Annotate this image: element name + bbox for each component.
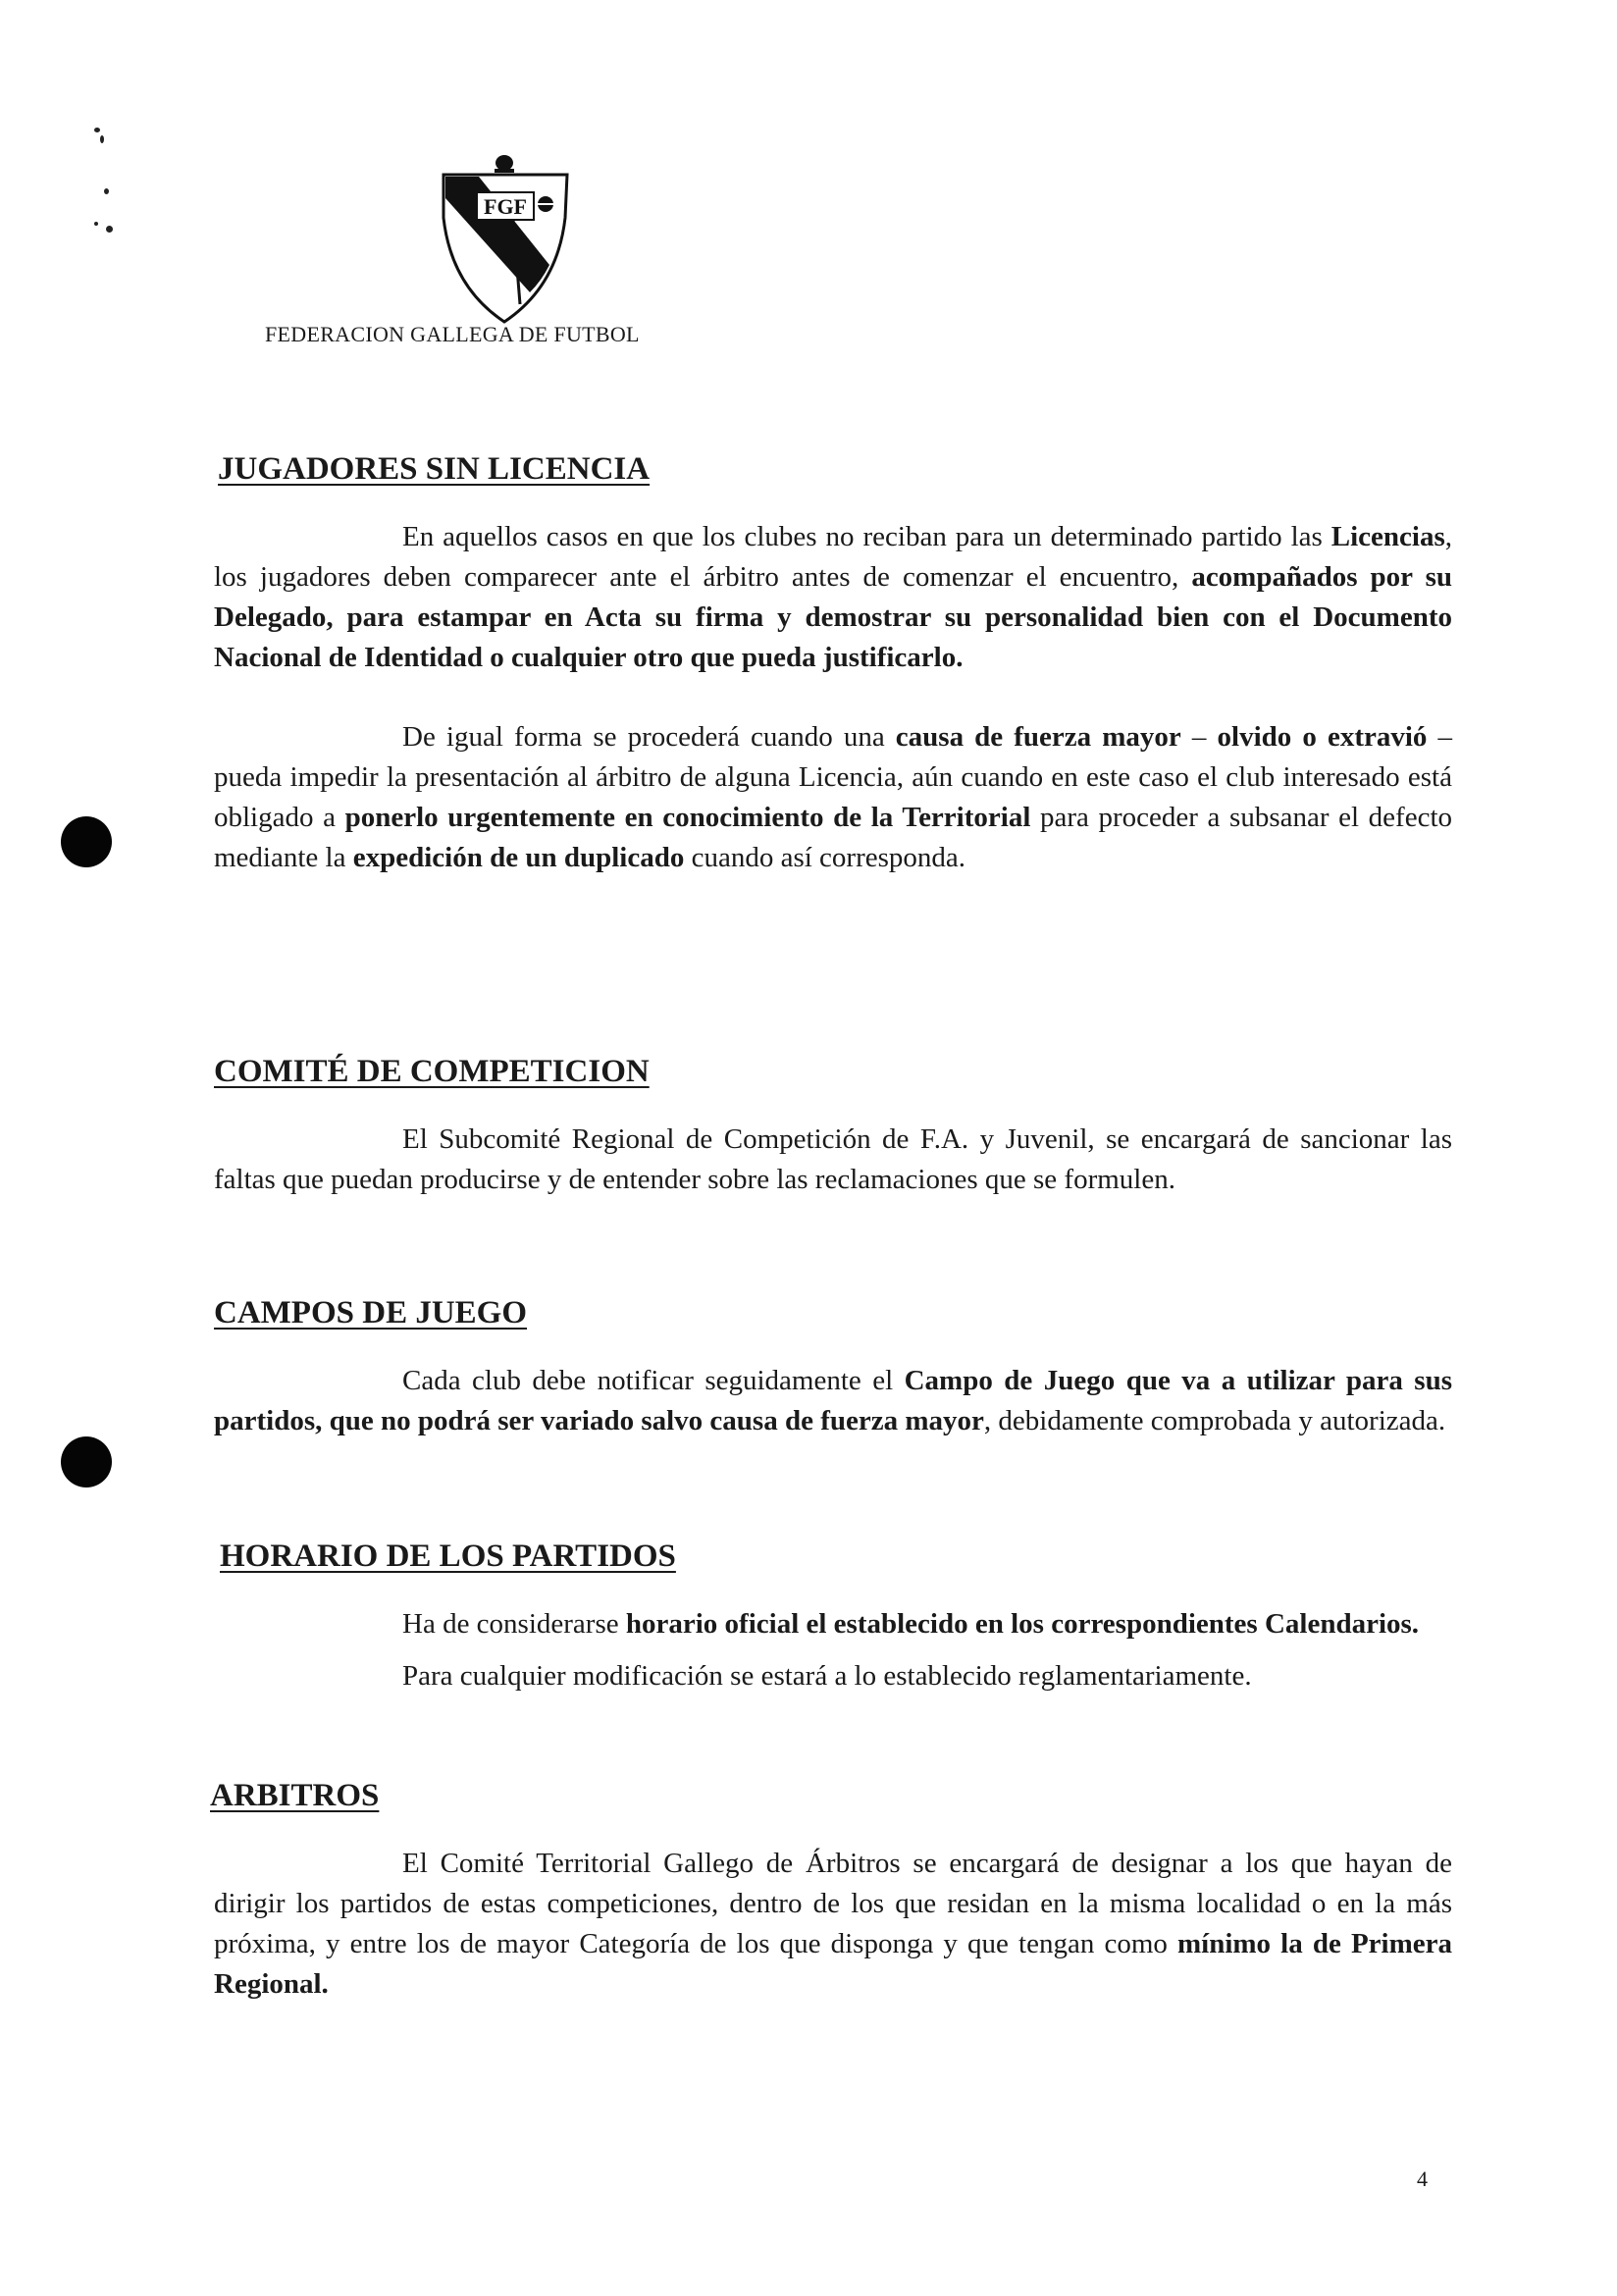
- section-comite: [214, 1054, 1452, 1200]
- paragraph: De igual forma se procederá cuando una causa de fuerza mayor – olvido o extravió – pueda impedir la presentación al árbitro de alguna Licencia, aún cuando en este caso el club interesado está obligado a ponerlo urgentemente en conocimiento de la Territorial para proceder a subsanar el defecto mediante la expedición de un duplicado cuando así corresponda.: [214, 721, 1453, 873]
- section-title: ARBITROS: [210, 1778, 380, 1813]
- punch-hole-top: [61, 816, 112, 867]
- section-title: JUGADORES SIN LICENCIA: [218, 451, 651, 487]
- paragraph: Para cualquier modificación se estará a lo establecido reglamentariamente.: [402, 1660, 1252, 1692]
- section-title: COMITÉ DE COMPETICION: [214, 1054, 650, 1089]
- paragraph: Cada club debe notificar seguidamente el Campo de Juego que va a utilizar para sus partidos, que no podrá ser variado salvo causa de fuerza mayor, debidamente comprobada y autorizada.: [214, 1365, 1453, 1436]
- paragraph: Ha de considerarse horario oficial el establecido en los correspondientes Calendarios.: [402, 1608, 1420, 1640]
- section-horario: [214, 1539, 1452, 1696]
- paragraph: El Subcomité Regional de Competición de F.A. y Juvenil, se encargará de sancionar las faltas que puedan producirse y de entender sobre las reclamaciones que se formulen.: [214, 1123, 1452, 1195]
- paragraph: En aquellos casos en que los clubes no reciban para un determinado partido las Licencias, los jugadores deben comparecer ante el árbitro antes de comenzar el encuentro, acompañados por su Delegado, para estampar en Acta su firma y demostrar su personalidad bien con el Documento Nacional de Identidad o cualquier otro que pueda justificarlo.: [214, 521, 1452, 673]
- scan-speck: [106, 226, 113, 233]
- scan-speck: [104, 188, 109, 194]
- federation-logo: [440, 149, 573, 326]
- section-title: HORARIO DE LOS PARTIDOS: [220, 1539, 676, 1574]
- scan-speck: [94, 222, 98, 226]
- section-campos: [214, 1295, 1452, 1441]
- section-arbitros: [210, 1778, 1452, 2005]
- page-number: 4: [1417, 2166, 1428, 2191]
- scan-speck: [94, 128, 100, 132]
- section-jugadores: [214, 451, 1452, 878]
- section-title: CAMPOS DE JUEGO: [214, 1295, 528, 1331]
- paragraph: El Comité Territorial Gallego de Árbitros se encargará de designar a los que hayan de dirigir los partidos de estas competiciones, dentro de los que residan en la misma localidad o en la más próxima, y entre los de mayor Categoría de los que disponga y que tengan como mínimo la de Primera Regional.: [214, 1848, 1452, 2000]
- organization-name: FEDERACION GALLEGA DE FUTBOL: [265, 322, 640, 346]
- scan-speck: [100, 135, 104, 143]
- svg-text:FGF: FGF: [484, 194, 527, 219]
- punch-hole-bottom: [61, 1436, 112, 1487]
